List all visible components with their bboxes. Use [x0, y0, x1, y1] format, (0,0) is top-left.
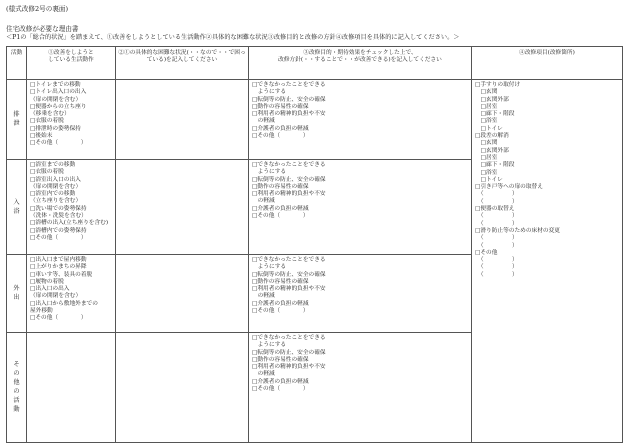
checkbox-line[interactable]: □転倒等の防止、安全の確保 — [252, 271, 326, 278]
checkbox-line[interactable]: □その他（ ） — [252, 308, 309, 315]
checkbox-line[interactable]: □浴室内での移動 — [30, 191, 76, 198]
checkbox-line[interactable]: □利用者の精神的負担や不安 — [252, 111, 326, 118]
checkbox-line[interactable]: □出入口の出入 — [30, 286, 70, 293]
checkbox-line: の軽減 — [252, 198, 275, 205]
checkbox-line[interactable]: □その他（ ） — [30, 234, 87, 241]
checkbox-line[interactable]: □その他（ ） — [252, 133, 309, 140]
reason-form-table — [6, 46, 623, 443]
checkbox-line: （ ） — [475, 213, 518, 220]
checkbox-line[interactable]: □出入口から敷地外までの — [30, 300, 98, 307]
checkbox-line[interactable]: □浴室出入口の出入 — [30, 176, 81, 183]
actions-other[interactable] — [27, 333, 116, 443]
checkbox-line[interactable]: □利用者の精神的負担や不安 — [252, 364, 326, 371]
checkbox-line[interactable]: □上がりかまちの昇降 — [30, 264, 87, 271]
checkbox-line[interactable]: □便器の取替え — [475, 206, 515, 213]
checkbox-line[interactable]: □居室 — [475, 154, 498, 161]
checkbox-line: の軽減 — [252, 118, 275, 125]
checkbox-line[interactable]: □トイレまでの移動 — [30, 82, 81, 88]
checkbox-line[interactable]: □排泄時の姿勢保持 — [30, 125, 81, 132]
checkbox-line[interactable]: □引き戸等への扉の取替え — [475, 184, 543, 191]
difficulty-bath[interactable] — [116, 160, 249, 255]
purposes-toilet[interactable] — [249, 80, 472, 160]
document-title: 住宅改修が必要な理由書 — [6, 25, 79, 33]
improvement-items[interactable] — [472, 80, 623, 443]
checkbox-line: （ ） — [475, 198, 518, 205]
checkbox-line[interactable]: □利用者の精神的負担や不安 — [252, 191, 326, 198]
checkbox-line: （洗体・洗髪を含む） — [30, 213, 87, 220]
checkbox-line[interactable]: □できなかったことをできる — [252, 335, 326, 341]
checkbox-line[interactable]: □便器からの立ち座り — [30, 103, 87, 110]
header-target-action: ①改善をしようと している生活動作 — [27, 47, 116, 80]
checkbox-line[interactable]: □滑り防止等のための床材の変更 — [475, 227, 560, 234]
purposes-other[interactable] — [249, 333, 472, 443]
checkbox-line[interactable]: □洗い場での姿勢保持 — [30, 205, 87, 212]
checkbox-line[interactable]: □転倒等の防止、安全の確保 — [252, 176, 326, 183]
purposes-bath[interactable] — [249, 160, 472, 255]
checkbox-line[interactable]: □玄関 — [475, 140, 498, 147]
checkbox-line[interactable]: □後始末 — [30, 133, 53, 140]
row-label-other: その他の活動 — [7, 333, 27, 443]
checkbox-line[interactable]: □履物の着脱 — [30, 278, 64, 285]
checkbox-line: ようにする — [252, 342, 287, 349]
checkbox-line[interactable]: □その他（ ） — [252, 213, 309, 220]
checkbox-line: （移乗を含む） — [30, 111, 70, 118]
checkbox-line[interactable]: □トイレ — [475, 125, 503, 132]
checkbox-line[interactable]: □動作の容易性の確保 — [252, 356, 309, 363]
checkbox-line: の軽減 — [252, 293, 275, 300]
checkbox-line[interactable]: □動作の容易性の確保 — [252, 183, 309, 190]
checkbox-line: （立ち座りを含む） — [30, 198, 82, 205]
checkbox-line[interactable]: □動作の容易性の確保 — [252, 278, 309, 285]
checkbox-line: （ ） — [475, 271, 518, 278]
checkbox-line: （ ） — [475, 220, 518, 227]
checkbox-line[interactable]: □浴槽の出入(立ち座りを含む) — [30, 220, 109, 227]
checkbox-line: （ ） — [475, 264, 518, 271]
checkbox-line: （扉の開閉を含む） — [30, 96, 82, 103]
row-label-bath: 入浴 — [7, 160, 27, 255]
row-label-outing: 外出 — [7, 255, 27, 333]
checkbox-line[interactable]: □その他 — [475, 249, 498, 256]
checkbox-line[interactable]: □浴室までの移動 — [30, 162, 76, 168]
checkbox-line[interactable]: □その他（ ） — [30, 140, 87, 147]
checkbox-line[interactable]: □浴槽内での姿勢保持 — [30, 227, 87, 234]
checkbox-line[interactable]: □廊下・階段 — [475, 162, 515, 169]
checkbox-line[interactable]: □玄関 — [475, 89, 498, 96]
checkbox-line[interactable]: □玄関外部 — [475, 147, 509, 154]
checkbox-line[interactable]: □出入口まで屋内移動 — [30, 257, 87, 263]
checkbox-line[interactable]: □居室 — [475, 103, 498, 110]
checkbox-line: （ ） — [475, 191, 518, 198]
difficulty-outing[interactable] — [116, 255, 249, 333]
checkbox-line[interactable]: □衣服の着脱 — [30, 118, 64, 125]
checkbox-line: （ ） — [475, 257, 518, 264]
checkbox-line: の軽減 — [252, 371, 275, 378]
purposes-outing[interactable] — [249, 255, 472, 333]
checkbox-line[interactable]: □転倒等の防止、安全の確保 — [252, 349, 326, 356]
checkbox-line: （ ） — [475, 242, 518, 249]
checkbox-line[interactable]: □その他（ ） — [30, 315, 87, 322]
checkbox-line[interactable]: □車いす等、装具の着脱 — [30, 271, 93, 278]
checkbox-line: （扉の開閉を含む） — [30, 183, 82, 190]
checkbox-line[interactable]: □その他（ ） — [252, 386, 309, 393]
checkbox-line[interactable]: □介護者の負担の軽減 — [252, 205, 309, 212]
checkbox-line: 屋外移動 — [30, 308, 53, 315]
actions-bath[interactable] — [27, 160, 116, 255]
checkbox-line[interactable]: □介護者の負担の軽減 — [252, 378, 309, 385]
checkbox-line: ようにする — [252, 169, 287, 176]
checkbox-line[interactable]: □介護者の負担の軽減 — [252, 125, 309, 132]
checkbox-line: ようにする — [252, 264, 287, 271]
header-difficulty: ②①の具体的な困難な状況(・・なので・・で困っている)を記入してください — [116, 47, 249, 80]
checkbox-line[interactable]: □段差の解消 — [475, 133, 509, 140]
checkbox-line: ようにする — [252, 89, 287, 96]
checkbox-line[interactable]: □転倒等の防止、安全の確保 — [252, 96, 326, 103]
form-number: (様式改修2号の裏面) — [6, 5, 69, 13]
checkbox-line[interactable]: □玄関外部 — [475, 96, 509, 103]
actions-toilet[interactable] — [27, 80, 116, 160]
header-purpose: ③改修目的・期待効果をチェックした上で、 改修方針(・・することで・・が改善できる)を記入してください — [249, 47, 472, 80]
header-activity: 活動 — [7, 47, 27, 80]
difficulty-toilet[interactable] — [116, 80, 249, 160]
checkbox-line[interactable]: □浴室 — [475, 118, 498, 125]
difficulty-other[interactable] — [116, 333, 249, 443]
actions-outing[interactable] — [27, 255, 116, 333]
checkbox-line[interactable]: □利用者の精神的負担や不安 — [252, 286, 326, 293]
checkbox-line[interactable]: □動作の容易性の確保 — [252, 103, 309, 110]
checkbox-line[interactable]: □廊下・階段 — [475, 111, 515, 118]
checkbox-line[interactable]: □できなかったことをできる — [252, 257, 326, 263]
header-items: ④改修項目(改修箇所) — [472, 47, 623, 80]
checkbox-line[interactable]: □手すりの取付け — [475, 82, 521, 88]
checkbox-line[interactable]: □介護者の負担の軽減 — [252, 300, 309, 307]
checkbox-line[interactable]: □できなかったことをできる — [252, 162, 326, 168]
checkbox-line[interactable]: □トイレ — [475, 176, 503, 183]
checkbox-line: （ ） — [475, 235, 518, 242]
checkbox-line: （扉の開閉を含む） — [30, 293, 82, 300]
instruction-text: ＜P1の「総合的状況」を踏まえて、①改善をしようとしている生活動作②具体的な困難な状況③改修目的と改修の方針④改修項目を具体的に記入してください。＞ — [6, 34, 460, 41]
row-label-toilet: 排泄 — [7, 80, 27, 160]
checkbox-line[interactable]: □浴室 — [475, 169, 498, 176]
checkbox-line[interactable]: □トイレ出入口の出入 — [30, 89, 87, 96]
checkbox-line[interactable]: □できなかったことをできる — [252, 82, 326, 88]
checkbox-line[interactable]: □衣服の着脱 — [30, 169, 64, 176]
